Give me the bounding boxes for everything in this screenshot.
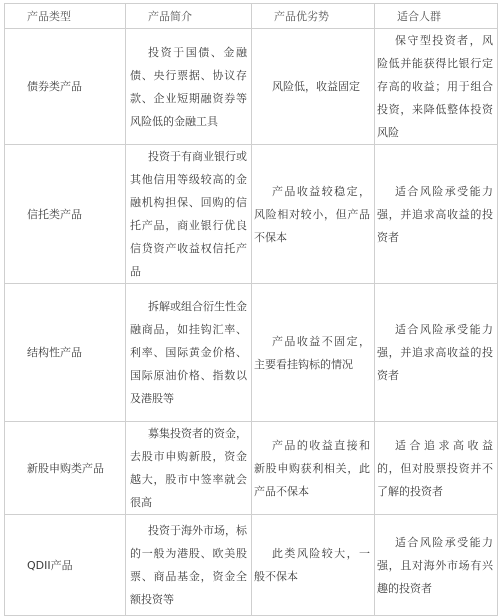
header-label: 产品优劣势 (274, 10, 329, 23)
table-row (5, 515, 498, 616)
product-type: 新股申购类产品 (27, 461, 104, 475)
header-label: 产品简介 (148, 10, 192, 23)
product-intro-cell (126, 145, 252, 284)
target-crowd: 适合风险承受能力强，并追求高收益的投资者 (377, 323, 493, 382)
target-crowd-cell (375, 145, 498, 284)
product-type: QDII产品 (27, 558, 73, 572)
product-advantage-cell (252, 29, 375, 145)
target-crowd: 适合风险承受能力强，且对海外市场有兴趣的投资者 (377, 535, 493, 595)
product-comparison-table (4, 3, 498, 616)
target-crowd: 保守型投资者，风险低并能获得比银行定存高的收益；用于组合投资，来降低整体投资风险 (377, 34, 493, 139)
product-advantage-cell (252, 284, 375, 422)
table-row (5, 422, 498, 515)
header-product-type (5, 4, 126, 29)
table-row (5, 284, 498, 422)
product-intro-cell (126, 515, 252, 616)
product-intro: 投资于海外市场，标的一般为港股、欧美股票、商品基金，资金全额投资等 (130, 524, 247, 606)
header-label: 产品类型 (27, 10, 71, 23)
product-advantage-cell (252, 145, 375, 284)
product-type: 信托类产品 (27, 207, 82, 221)
product-advantage: 此类风险较大，一般不保本 (254, 547, 370, 583)
header-target-crowd (375, 4, 498, 29)
header-pros-cons (252, 4, 375, 29)
target-crowd: 适合风险承受能力强，并追求高收益的投资者 (377, 184, 493, 244)
product-type-cell (5, 422, 126, 515)
product-type-cell (5, 284, 126, 422)
product-intro-cell (126, 422, 252, 515)
product-advantage-cell (252, 515, 375, 616)
target-crowd: 适合追求高收益的，但对股票投资并不了解的投资者 (377, 438, 493, 498)
product-type: 结构性产品 (27, 346, 82, 359)
table-row (5, 29, 498, 145)
target-crowd-cell (375, 284, 498, 422)
product-intro-cell (126, 29, 252, 145)
header-label: 适合人群 (397, 10, 441, 23)
product-advantage-cell (252, 422, 375, 515)
product-intro-cell (126, 284, 252, 422)
target-crowd-cell (375, 515, 498, 616)
product-type-cell (5, 29, 126, 145)
product-advantage: 产品收益较稳定，风险相对较小，但产品不保本 (254, 184, 370, 244)
product-intro: 募集投资者的资金，去股市申购新股，资金越大，股市中签率就会很高 (130, 427, 247, 509)
product-intro: 拆解或组合衍生性金融商品，如挂钩汇率、利率、国际黄金价格、国际原油价格、指数以及港股等 (130, 300, 247, 405)
header-product-intro (126, 4, 252, 29)
product-type-cell (5, 145, 126, 284)
target-crowd-cell (375, 29, 498, 145)
target-crowd-cell (375, 422, 498, 515)
product-intro: 投资于有商业银行或其他信用等级较高的金融机构担保、回购的信托产品，商业银行优良信贷资产收益权信托产品 (130, 150, 247, 278)
product-advantage: 风险低，收益固定 (272, 80, 360, 93)
product-type: 债券类产品 (27, 80, 82, 93)
product-intro: 投资于国债、金融债、央行票据、协议存款、企业短期融资券等风险低的金融工具 (130, 45, 247, 128)
table-header-row (5, 4, 498, 29)
table-row (5, 145, 498, 284)
product-advantage: 产品收益不固定，主要看挂钩标的情况 (254, 334, 370, 371)
product-advantage: 产品的收益直接和新股申购获利相关，此产品不保本 (254, 438, 370, 498)
product-type-cell (5, 515, 126, 616)
